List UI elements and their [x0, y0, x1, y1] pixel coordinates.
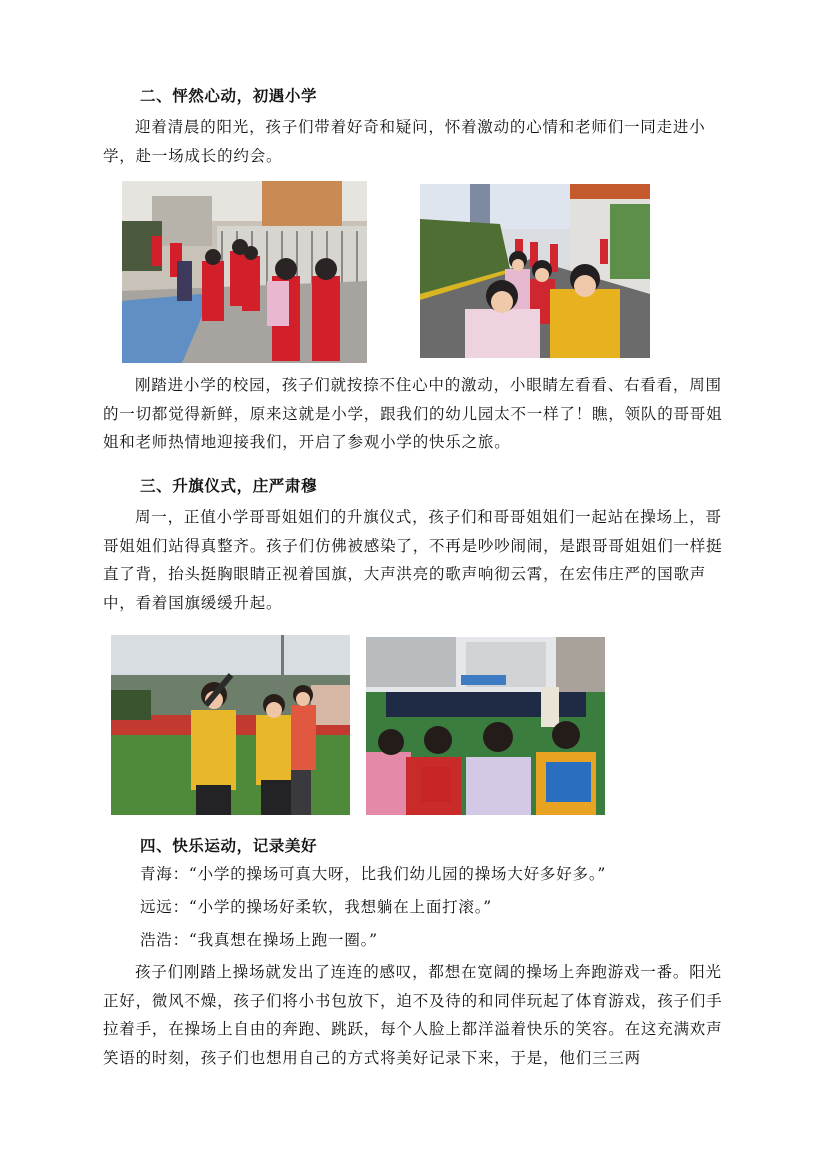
quote-haohao: 浩浩：“我真想在操场上跑一圈。”	[140, 931, 378, 949]
section-4-heading: 四、快乐运动，记录美好	[140, 836, 318, 855]
section-2-paragraph-1	[103, 113, 725, 170]
section-3-paragraph-1	[103, 503, 725, 617]
section-3-heading: 三、升旗仪式，庄严肃穆	[140, 476, 318, 495]
photo-flag-ceremony-playground	[366, 637, 605, 815]
section-2-heading: 二、怦然心动，初遇小学	[140, 86, 318, 105]
section-2-paragraph-2-text: 刚踏进小学的校园，孩子们就按捺不住心中的激动，小眼睛左看看、右看看，周围的一切都觉得新鲜，原来这就是小学，跟我们的幼儿园太不一样了！瞧，领队的哥哥姐姐和老师热情地迎接我们，开启了参观小学的快乐之旅。	[103, 376, 723, 451]
quote-qinghai: 青海：“小学的操场可真大呀，比我们幼儿园的操场大好多好多。”	[140, 865, 607, 883]
section-2-paragraph-2	[103, 371, 725, 457]
quote-yuanyuan: 远远：“小学的操场好柔软，我想躺在上面打滚。”	[140, 898, 492, 916]
photo-flag-ceremony-salute	[111, 635, 350, 815]
section-4-paragraph-1-text: 孩子们刚踏上操场就发出了连连的感叹，都想在宽阔的操场上奔跑游戏一番。阳光正好，微风不燥，孩子们将小书包放下，迫不及待的和同伴玩起了体育游戏，孩子们手拉着手，在操场上自由的奔跑、跳跃，每个人脸上都洋溢着快乐的笑容。在这充满欢声笑语的时刻，孩子们也想用自己的方式将美好记录下来，于是，他们三三两	[103, 963, 723, 1067]
photo-children-walking-path	[420, 184, 650, 358]
section-4-paragraph-1	[103, 958, 725, 1072]
section-3-paragraph-1-text: 周一，正值小学哥哥姐姐们的升旗仪式，孩子们和哥哥姐姐们一起站在操场上，哥哥姐姐们站得真整齐。孩子们仿佛被感染了，不再是吵吵闹闹，是跟哥哥姐姐们一样挺直了背，抬头挺胸眼睛正视着国旗，大声洪亮的歌声响彻云霄，在宏伟庄严的国歌声中，看着国旗缓缓升起。	[103, 508, 723, 612]
photo-children-entering-gate	[122, 181, 367, 363]
section-2-paragraph-1-text: 迎着清晨的阳光，孩子们带着好奇和疑问，怀着激动的心情和老师们一同走进小学，赴一场成长的约会。	[103, 118, 706, 165]
